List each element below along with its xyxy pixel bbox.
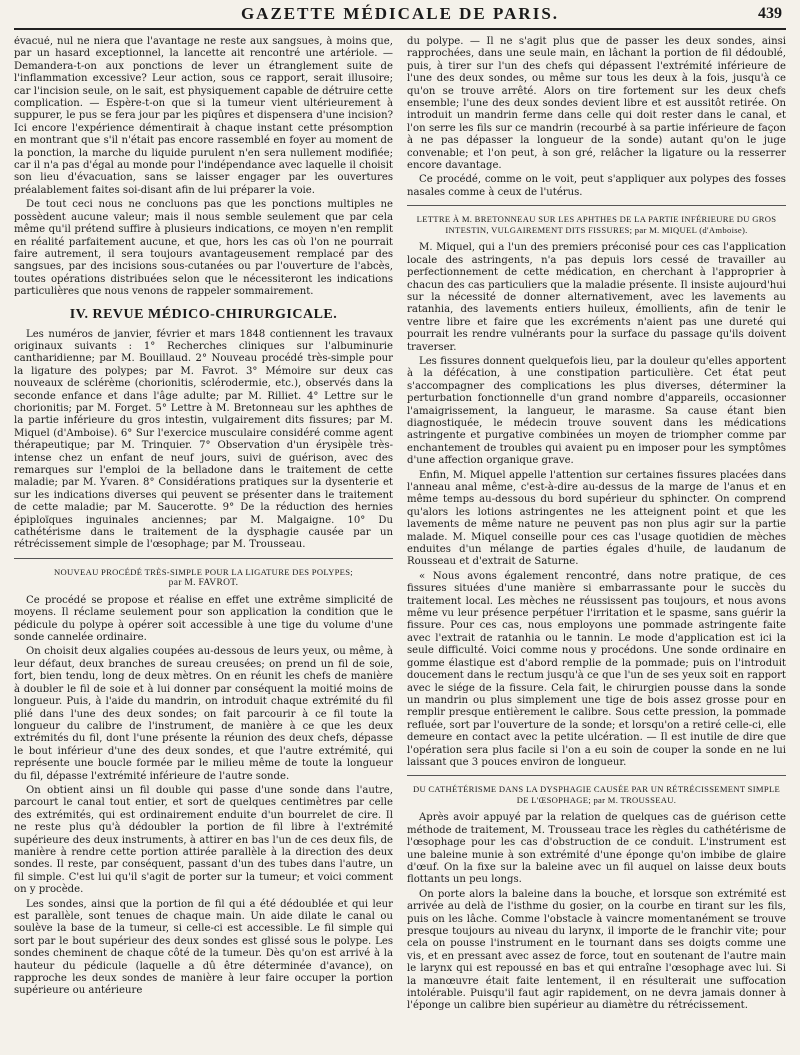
divider xyxy=(14,558,393,559)
paragraph: Ce procédé se propose et réalise en effet une extrême simplicité de moyens. Il réclame seulement pour son application la condition que le pédicule du polype à opérer soit accessible à une tige du volume d'une sonde cannelée ordinaire. xyxy=(14,594,393,644)
paragraph: Après avoir appuyé par la relation de quelques cas de guérison cette méthode de traitement, M. Trousseau trace les règles du cathétérisme de l'œsophage pour les cas d'obstruction de ce conduit. L'instrument est une baleine munie à son extrémité d'une éponge qu'on imbibe de glaire d'œuf. On la fixe sur la baleine avec un fil auquel on laisse deux bouts flottants un peu longs. xyxy=(407,812,786,886)
paragraph: Ce procédé, comme on le voit, peut s'appliquer aux polypes des fosses nasales comme à ceux de l'utérus. xyxy=(407,174,786,198)
paragraph: Les fissures donnent quelquefois lieu, par la douleur qu'elles apportent à la défécation, à une constipation particulière. Cet état peut s'accompagner des complications les plus diverses, déterminer la perturbation fonctionnelle d'un grand nombre d'appareils, occasionner l'amaigrissement, la langueur, le marasme. Sa cause étant bien diagnostiquée, le médecin trouve souvent dans les médications astringente et purgative combinées un moyen de triompher comme par enchantement de troubles qui avaient pu en imposer pour les symptômes d'une affection organique grave. xyxy=(407,355,786,467)
article-title: NOUVEAU PROCÉDÉ TRÈS-SIMPLE POUR LA LIGATURE DES POLYPES; xyxy=(54,566,353,577)
running-title: GAZETTE MÉDICALE DE PARIS. xyxy=(240,4,560,23)
paragraph: du polype. — Il ne s'agit plus que de passer les deux sondes, ainsi rapprochées, dans une seule main, en lâchant la portion de fil dédoublé, puis, à tirer sur l'un des chefs qui dépassent l'extrémité inférieure de l'une des deux sondes, ou même sur tous les deux à la fois, jusqu'à ce qu'on se trouve arrêté. Alors on tire fortement sur les deux chefs ensemble; l'une des deux sondes devient libre et est aussitôt retirée. On introduit un mandrin ferme dans celle qui doit rester dans le canal, et l'on serre les fils sur ce mandrin (recourbé à sa partie inférieure de façon à ne pas dépasser la longueur de la sonde) autant qu'on le juge convenable; et l'on peut, à son gré, relâcher la ligature ou la resserrer encore davantage. xyxy=(407,36,786,172)
right-column xyxy=(407,36,786,1054)
divider xyxy=(407,775,786,776)
paragraph: « Nous avons également rencontré, dans notre pratique, de ces fissures situées d'une manière si embarrassante pour le succès du traitement local. Les mèches ne réussissent pas toujours, et nous avons même vu leur présence perpétuer l'irritation et le spasme, sans guérir la fissure. Pour ces cas, nous employons une pommade astringente faite avec l'extrait de ratanhia ou le tannin. Le mode d'application est ici la seule difficulté. Voici comme nous y procédons. Une sonde ordinaire en gomme élastique est d'abord remplie de la pommade; puis on l'introduit doucement dans le rectum jusqu'à ce que l'un de ses yeux soit en rapport avec le siége de la fissure. Cela fait, le chirurgien pousse dans la sonde un mandrin ou plus simplement une tige de bois assez grosse pour en remplir presque entièrement le calibre. Sous cette pression, la pommade refluée, sort par l'ouverture de la sonde; et lorsqu'on a retiré celle-ci, elle demeure en contact avec la petite ulcération. — Il est inutile de dire que l'opération sera plus facile si l'on a eu soin de couper la sonde en ne lui laissant que 3 pouces environ de longueur. xyxy=(407,570,786,768)
left-column xyxy=(14,36,393,1054)
paragraph: Enfin, M. Miquel appelle l'attention sur certaines fissures placées dans l'anneau anal même, c'est-à-dire au-dessus de la marge de l'anus et en même temps au-dessous du bord supérieur du sphincter. On comprend qu'alors les lotions astringentes ne les atteignent point et que les lavements de même nature ne peuvent pas non plus agir sur la partie malade. M. Miquel conseille pour ces cas l'usage quotidien de mèches enduites d'un mélange de parties égales d'huile, de laudanum de Rousseau et d'extrait de Saturne. xyxy=(407,469,786,568)
article-heading-trousseau: DU CATHÉTÉRISME DANS LA DYSPHAGIE CAUSÉE PAR UN RÉTRÉCISSEMENT SIMPLE DE L'ŒSOPHAGE; par M. TROUSSEAU. xyxy=(412,784,781,806)
two-column-body xyxy=(14,36,786,1054)
paragraph: Les numéros de janvier, février et mars 1848 contiennent les travaux originaux suivants : 1° Recherches cliniques sur l'albuminurie cantharidienne; par M. Bouillaud. 2° Nouveau procédé très-simple pour la ligature des polypes; par M. Favrot. 3° Mémoire sur deux cas nouveaux de sclérème (chorionitis, sclérodermie, etc.), observés dans la seconde enfance et dans l'âge adulte; par M. Rilliet. 4° Lettre sur le chorionitis; par M. Forget. 5° Lettre à M. Bretonneau sur les aphthes de la partie inférieure du gros intestin, vulgairement dits fissures; par M. Miquel (d'Amboise). 6° Sur l'exercice musculaire considéré comme agent thérapeutique; par M. Trinquier. 7° Observation d'un érysipèle très-intense chez un enfant de neuf jours, suivi de guérison, avec des remarques sur l'emploi de la belladone dans le traitement de cette maladie; par M. Yvaren. 8° Considérations pratiques sur la dysenterie et sur les indications diverses qui peuvent se présenter dans le traitement de cette maladie; par M. Saucerotte. 9° De la réduction des hernies épiploïques inguinales anciennes; par M. Malgaigne. 10° Du cathétérisme dans le traitement de la dysphagie causée par un rétrécissement simple de l'œsophage; par M. Trousseau. xyxy=(14,328,393,551)
paragraph: On porte alors la baleine dans la bouche, et lorsque son extrémité est arrivée au delà de l'isthme du gosier, on la courbe en tirant sur les fils, puis on les lâche. Comme l'obstacle à vaincre momentanément se trouve presque toujours au niveau du larynx, il importe de le franchir vite; pour cela on pousse l'instrument en le tournant dans ses doigts comme une vis, et en pressant avec assez de force, tout en soutenant de l'autre main le larynx qui est repoussé en bas et qui entraîne l'œsophage avec lui. Si la manœuvre était faite lentement, il en résulterait une suffocation intolérable. Puisqu'il faut agir rapidement, on ne devra jamais donner à l'éponge un calibre bien supérieur au diamètre du rétrécissement. xyxy=(407,888,786,1012)
divider xyxy=(407,205,786,206)
section-title: IV. REVUE MÉDICO-CHIRURGICALE. xyxy=(69,306,338,322)
paragraph: On obtient ainsi un fil double qui passe d'une sonde dans l'autre, parcourt le canal tout entier, et sort de quelques centimètres par celle des extrémités, qui est ordinairement enduite d'un bourrelet de cire. Il ne reste plus qu'à dédoubler la portion de fil libre à l'extrémité supérieure des deux instruments, à attirer en bas l'un de ces deux fils, de manière à rendre cette portion attirée parallèle à la direction des deux sondes. Il reste, par conséquent, passant d'un des tubes dans l'autre, un fil simple. C'est lui qu'il s'agit de porter sur la tumeur; et voici comment on y procède. xyxy=(14,784,393,896)
article-heading-favrot xyxy=(14,567,393,589)
paragraph: Les sondes, ainsi que la portion de fil qui a été dédoublée et qui leur est parallèle, sont tenues de chaque main. Un aide dilate le canal ou soulève la base de la tumeur, si celle-ci est accessible. Le fil simple qui sort par le bout supérieur des deux sondes est glissé sous le polype. Les sondes cheminent de chaque côté de la tumeur. Dès qu'on est arrivé à la hauteur du pédicule (laquelle a dû être déterminée d'avance), on rapproche les deux sondes de manière à leur faire occuper la portion supérieure ou antérieure xyxy=(14,898,393,997)
article-heading-miquel: LETTRE À M. BRETONNEAU SUR LES APHTHES DE LA PARTIE INFÉRIEURE DU GROS INTESTIN, VULGAIREMENT DITS FISSURES; par M. MIQUEL (d'Amboise). xyxy=(416,214,777,236)
page-number: 439 xyxy=(758,5,782,22)
paragraph: M. Miquel, qui a l'un des premiers préconisé pour ces cas l'application locale des astringents, n'a pas depuis lors cessé de travailler au perfectionnement de cette médication, en cherchant à l'approprier à chacun des cas particuliers que la maladie présente. Il insiste aujourd'hui sur la nécessité de donner alternativement, avec les lavements au ratanhia, des lavements entiers huileux, émollients, afin de tenir le ventre libre et faire que les excréments n'aient pas une dureté qui pourrait les rendre vulnérants pour la surface du passage qu'ils doivent traverser. xyxy=(407,242,786,353)
paragraph: évacué, nul ne niera que l'avantage ne reste aux sangsues, à moins que, par un hasard exceptionnel, la lancette ait rencontré une artériole. — Demandera-t-on aux ponctions de lever un étranglement suite de l'inflammation excessive? Leur action, sous ce rapport, serait illusoire; car l'incision seule, on le sait, est physiquement capable de détruire cette complication. — Espère-t-on que si la tumeur vient ultérieurement à suppurer, le pus se fera jour par les piqûres et dispensera d'une incision? Ici encore l'expérience démentirait à chaque instant cette présomption en montrant que s'il n'était pas encore rassemblé en foyer au moment de la ponction, la marche du liquide purulent n'en sera nullement modifiée; car il n'a pas d'égal au monde pour l'indépendance avec laquelle il choisit son lieu d'évacuation, sans se laisser engager par les ouvertures préalablement faites soi-disant afin de lui préparer la voie. xyxy=(14,36,393,196)
running-header xyxy=(14,6,786,30)
paragraph: De tout ceci nous ne concluons pas que les ponctions multiples ne possèdent aucune valeur; mais il nous semble seulement que par cela même qu'il prétend suffire à plusieurs indications, ce moyen n'en remplit en réalité parfaitement aucune, et que, hors les cas où l'on ne pourrait faire autrement, il sera toujours avantageusement remplacé par des sangsues, par des incisions sous-cutanées ou par l'ouverture de l'abcès, toutes opérations distribuées selon que le nécessiteront les indications particulières que nous venons de rappeler sommairement. xyxy=(14,199,393,298)
article-byline: par M. FAVROT. xyxy=(168,577,239,588)
paragraph: On choisit deux algalies coupées au-dessous de leurs yeux, ou même, à leur défaut, deux branches de sureau creusées; on prend un fil de soie, fort, bien tendu, long de deux mètres. On en réunit les chefs de manière à doubler le fil de soie et à lui donner par conséquent la moitié moins de longueur. Puis, à l'aide du mandrin, on introduit chaque extrémité du fil plié dans l'une des deux sondes; on fait parcourir à ce fil toute la longueur du calibre de l'instrument, de manière à ce que les deux extrémités du fil, dont l'une présente la réunion des deux chefs, dépasse le bout inférieur d'une des deux sondes, et que l'autre extrémité, qui représente une boucle formée par le milieu même de toute la longueur du fil, dépasse l'extrémité inférieure de l'autre sonde. xyxy=(14,646,393,782)
